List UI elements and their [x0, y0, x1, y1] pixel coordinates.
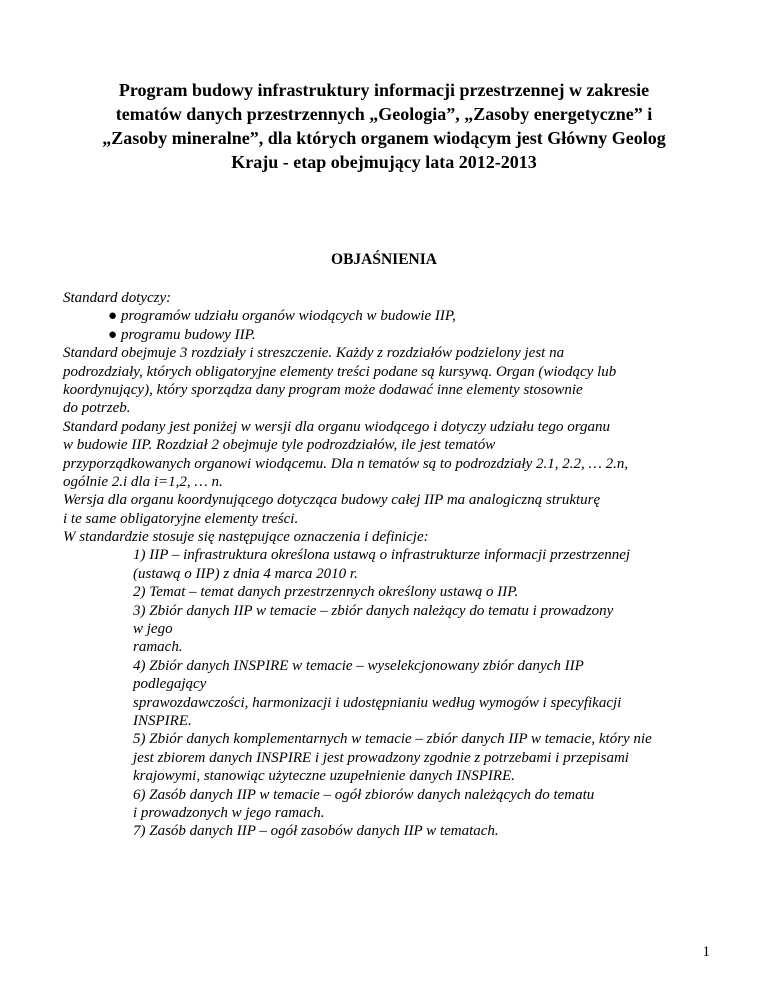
definition-line: podlegający	[133, 676, 207, 693]
title-line: „Zasoby mineralne”, dla których organem wiodącym jest Główny Geolog	[102, 128, 666, 148]
body-line: Wersja dla organu koordynującego dotycząca budowy całej IIP ma analogiczną strukturę	[63, 492, 601, 509]
definition-line: INSPIRE.	[133, 712, 192, 729]
body-line: w budowie IIP. Rozdział 2 obejmuje tyle podrozdziałów, ile jest tematów	[63, 437, 496, 454]
definition-line: 2) Temat – temat danych przestrzennych określony ustawą o IIP.	[133, 584, 519, 601]
bullet-text: programu budowy IIP.	[121, 326, 256, 343]
body-line: koordynujący), który sporządza dany program może dodawać inne elementy stosownie	[63, 381, 583, 398]
definition-line: ramach.	[133, 639, 183, 656]
body-line: do potrzeb.	[63, 400, 131, 417]
definition-line: (ustawą o IIP) z dnia 4 marca 2010 r.	[133, 565, 358, 582]
definition-line: 1) IIP – infrastruktura określona ustawą o infrastrukturze informacji przestrzennej	[133, 547, 631, 564]
definition-line: 5) Zbiór danych komplementarnych w temacie – zbiór danych IIP w temacie, który nie	[133, 731, 652, 748]
body-line: W standardzie stosuje się następujące oznaczenia i definicje:	[63, 529, 429, 546]
document-body	[63, 289, 723, 841]
bullet-icon: ●	[108, 308, 118, 325]
definition-line: 4) Zbiór danych INSPIRE w temacie – wyselekcjonowany zbiór danych IIP	[133, 657, 584, 674]
bullet-text: programów udziału organów wiodących w budowie IIP,	[121, 308, 456, 325]
title-line: Program budowy infrastruktury informacji przestrzennej w zakresie	[118, 80, 650, 100]
body-line: Standard podany jest poniżej w wersji dla organu wiodącego i dotyczy udziału tego organu	[63, 418, 611, 435]
document-title	[80, 78, 688, 174]
body-line: Standard obejmuje 3 rozdziały i streszczenie. Każdy z rozdziałów podzielony jest na	[63, 345, 565, 362]
title-line: Kraju - etap obejmujący lata 2012-2013	[231, 152, 537, 172]
definition-line: 3) Zbiór danych IIP w temacie – zbiór danych należący do tematu i prowadzony	[133, 602, 614, 619]
body-line: podrozdziały, których obligatoryjne elementy treści podane są kursywą. Organ (wiodący lub	[63, 363, 617, 380]
page-number: 1	[702, 944, 710, 960]
definition-line: jest zbiorem danych INSPIRE i jest prowadzony zgodnie z potrzebami i przepisami	[133, 749, 629, 766]
definition-line: krajowymi, stanowiąc użyteczne uzupełnienie danych INSPIRE.	[133, 768, 515, 785]
definition-line: 6) Zasób danych IIP w temacie – ogół zbiorów danych należących do tematu	[133, 786, 595, 803]
definition-line: sprawozdawczości, harmonizacji i udostępnianiu według wymogów i specyfikacji	[133, 694, 622, 711]
definition-line: i prowadzonych w jego ramach.	[133, 804, 325, 821]
title-line: tematów danych przestrzennych „Geologia”, „Zasoby energetyczne” i	[115, 104, 653, 124]
bullet-icon: ●	[108, 326, 118, 343]
definition-line: w jego	[133, 621, 173, 638]
body-line: i te same obligatoryjne elementy treści.	[63, 510, 299, 527]
bullet-item	[63, 326, 723, 344]
body-line: ogólnie 2.i dla i=1,2, … n.	[63, 473, 223, 490]
body-line: przyporządkowanych organowi wiodącemu. Dla n tematów są to podrozdziały 2.1, 2.2, … 2.n,	[63, 455, 629, 472]
section-heading: OBJAŚNIENIA	[331, 251, 437, 268]
bullet-item	[63, 307, 723, 325]
definition-line: 7) Zasób danych IIP – ogół zasobów danych IIP w tematach.	[133, 823, 499, 840]
body-line: Standard dotyczy:	[63, 290, 172, 306]
